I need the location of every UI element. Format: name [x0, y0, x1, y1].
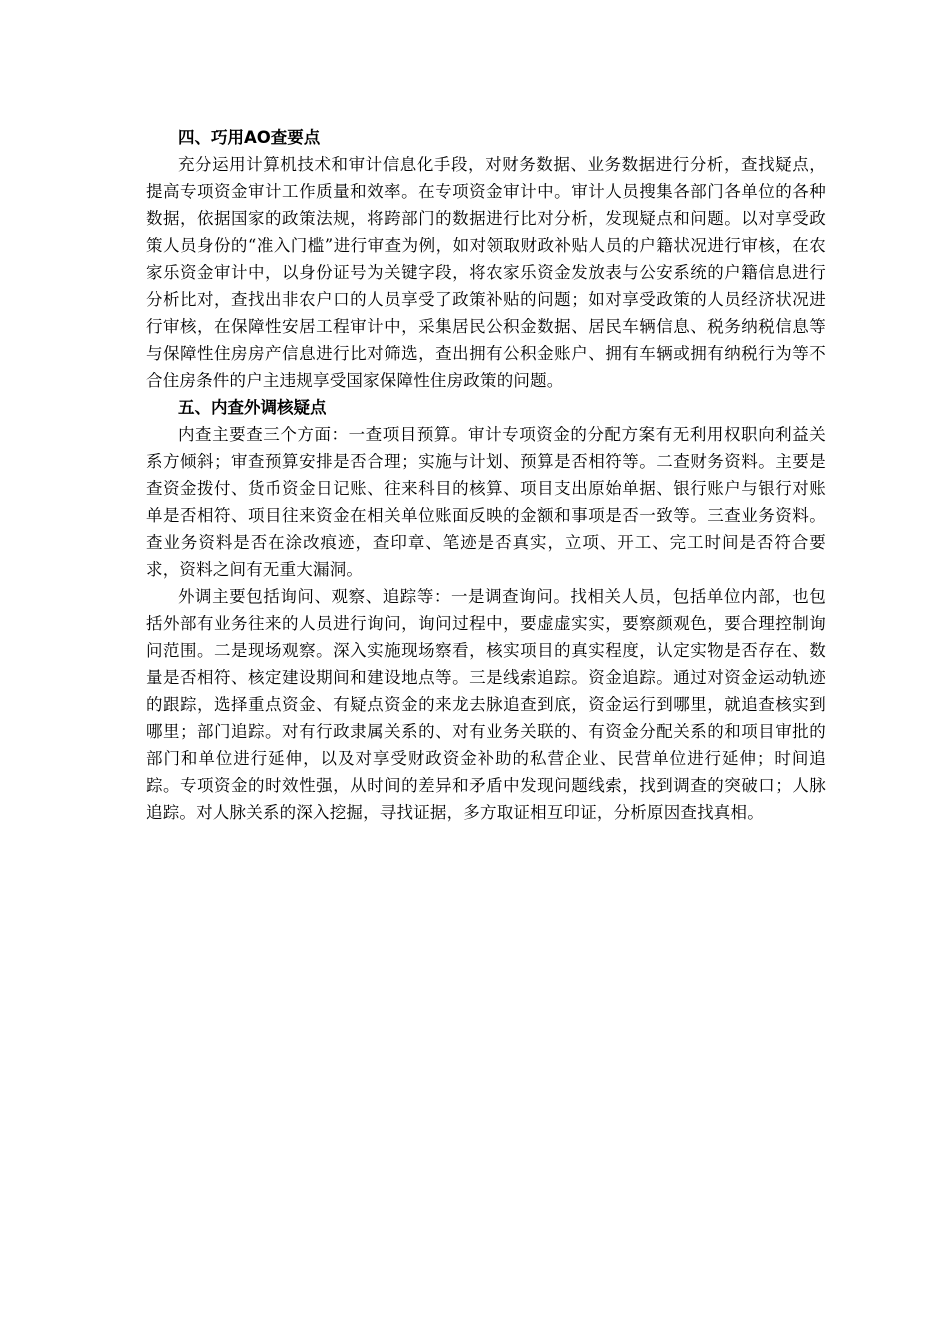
paragraph-external-investigation: 外调主要包括询问、观察、追踪等：一是调查询问。找相关人员，包括单位内部，也包括外部有业务往来的人员进行询问，询问过程中，要虚虚实实，要察颜观色，要合理控制询问范围。二是现场观察。深入实施现场察看，核实项目的真实程度，认定实物是否存在、数量是否相符、核定建设期间和建设地点等。三是线索追踪。资金追踪。通过对资金运动轨迹的跟踪，选择重点资金、有疑点资金的来龙去脉追查到底，资金运行到哪里，就追查核实到哪里；部门追踪。对有行政隶属关系的、对有业务关联的、有资金分配关系的和项目审批的部门和单位进行延伸，以及对享受财政资金补助的私营企业、民营单位进行延伸；时间追踪。专项资金的时效性强，从时间的差异和矛盾中发现问题线索，找到调查的突破口；人脉追踪。对人脉关系的深入挖掘，寻找证据，多方取证相互印证，分析原因查找真相。 [146, 587, 826, 822]
section-heading-internal-external: 五、内查外调核疑点 [178, 398, 327, 417]
document-body [146, 124, 826, 826]
paragraph-ao-analysis: 充分运用计算机技术和审计信息化手段，对财务数据、业务数据进行分析，查找疑点，提高专项资金审计工作质量和效率。在专项资金审计中。审计人员搜集各部门各单位的各种数据，依据国家的政策法规，将跨部门的数据进行比对分析，发现疑点和问题。以对享受政策人员身份的“准入门槛”进行审查为例，如对领取财政补贴人员的户籍状况进行审核，在农家乐资金审计中，以身份证号为关键字段，将农家乐资金发放表与公安系统的户籍信息进行分析比对，查找出非农户口的人员享受了政策补贴的问题；如对享受政策的人员经济状况进行审核，在保障性安居工程审计中，采集居民公积金数据、居民车辆信息、税务纳税信息等与保障性住房房产信息进行比对筛选，查出拥有公积金账户、拥有车辆或拥有纳税行为等不合住房条件的户主违规享受国家保障性住房政策的问题。 [146, 155, 826, 390]
paragraph-internal-check: 内查主要查三个方面：一查项目预算。审计专项资金的分配方案有无利用权职向利益关系方倾斜；审查预算安排是否合理；实施与计划、预算是否相符等。二查财务资料。主要是查资金拨付、货币资金日记账、往来科目的核算、项目支出原始单据、银行账户与银行对账单是否相符、项目往来资金在相关单位账面反映的金额和事项是否一致等。三查业务资料。查业务资料是否在涂改痕迹，查印章、笔迹是否真实，立项、开工、完工时间是否符合要求，资料之间有无重大漏洞。 [146, 425, 826, 579]
section-heading-ao: 四、巧用AO查要点 [178, 128, 321, 147]
